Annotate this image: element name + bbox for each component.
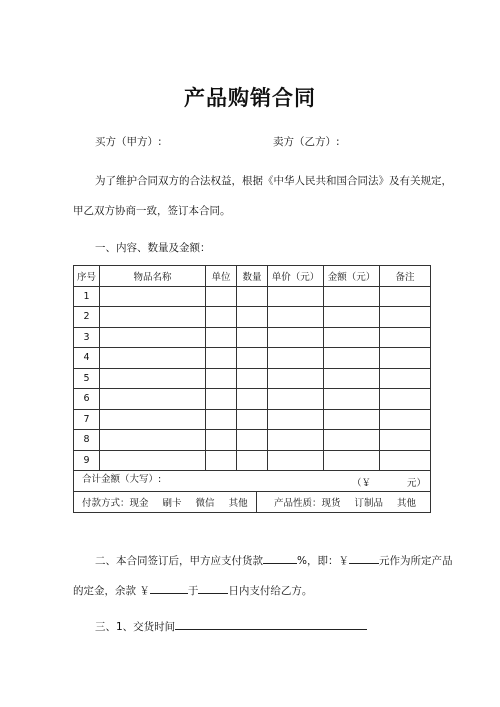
item-cell[interactable] <box>324 389 380 410</box>
section-2-text: 二、本合同签订后，甲方应支付货款 <box>95 555 263 567</box>
item-cell[interactable] <box>206 307 237 328</box>
item-cell[interactable] <box>206 409 237 430</box>
payment-option-other[interactable]: 其他 <box>228 498 248 509</box>
row-number: 9 <box>74 450 100 471</box>
buyer-label: 买方（甲方）: <box>95 136 162 148</box>
item-cell[interactable] <box>100 409 206 430</box>
item-cell[interactable] <box>100 389 206 410</box>
table-row <box>74 327 431 348</box>
item-cell[interactable] <box>268 327 324 348</box>
item-cell[interactable] <box>100 307 206 328</box>
item-cell[interactable] <box>380 348 431 369</box>
item-cell[interactable] <box>380 327 431 348</box>
item-cell[interactable] <box>100 430 206 451</box>
row-number: 6 <box>74 389 100 410</box>
page-title: 产品购销合同 <box>184 86 316 110</box>
row-number: 2 <box>74 307 100 328</box>
product-option-other[interactable]: 其他 <box>396 498 416 509</box>
section-1-title: 一、内容、数量及金额： <box>95 242 211 254</box>
item-cell[interactable] <box>380 286 431 307</box>
total-cell[interactable] <box>74 471 431 492</box>
item-cell[interactable] <box>324 307 380 328</box>
item-cell[interactable] <box>380 389 431 410</box>
item-cell[interactable] <box>324 327 380 348</box>
product-option-in-stock[interactable]: 现货 <box>321 498 341 509</box>
total-label: 合计金额（大写）: <box>82 474 162 485</box>
payment-method-group <box>74 492 257 512</box>
item-cell[interactable] <box>380 430 431 451</box>
item-cell[interactable] <box>206 450 237 471</box>
item-cell[interactable] <box>268 307 324 328</box>
table-row <box>74 430 431 451</box>
header-cell: 单价（元） <box>268 266 324 287</box>
item-cell[interactable] <box>268 430 324 451</box>
intro-line-2: 甲乙双方协商一致，签订本合同。 <box>73 205 231 217</box>
header-cell: 物品名称 <box>100 266 206 287</box>
section-2-text: 元作为所定产品 <box>378 555 453 567</box>
item-cell[interactable] <box>237 307 268 328</box>
item-cell[interactable] <box>206 389 237 410</box>
header-cell: 单位 <box>206 266 237 287</box>
percent-blank[interactable] <box>263 552 297 564</box>
item-cell[interactable] <box>237 409 268 430</box>
row-number: 8 <box>74 430 100 451</box>
item-cell[interactable] <box>268 450 324 471</box>
payment-cell <box>74 492 431 513</box>
item-cell[interactable] <box>100 327 206 348</box>
item-cell[interactable] <box>324 286 380 307</box>
item-cell[interactable] <box>380 409 431 430</box>
section-2-text: 的定金，余款 ￥ <box>73 585 150 597</box>
row-number: 7 <box>74 409 100 430</box>
total-row <box>74 471 431 492</box>
deposit-amount-blank[interactable] <box>349 552 379 564</box>
table-row <box>74 368 431 389</box>
payment-option-wechat[interactable]: 微信 <box>195 498 215 509</box>
item-cell[interactable] <box>324 368 380 389</box>
header-cell: 数量 <box>237 266 268 287</box>
item-cell[interactable] <box>100 368 206 389</box>
section-2-text: 日内支付给乙方。 <box>228 585 313 597</box>
item-cell[interactable] <box>380 368 431 389</box>
item-cell[interactable] <box>237 368 268 389</box>
item-cell[interactable] <box>324 348 380 369</box>
payment-option-cash[interactable]: 现金 <box>129 498 149 509</box>
delivery-time-blank[interactable] <box>175 618 367 630</box>
table-row <box>74 450 431 471</box>
table-row <box>74 409 431 430</box>
item-cell[interactable] <box>324 450 380 471</box>
intro-line-1: 为了维护合同双方的合法权益，根据《中华人民共和国合同法》及有关规定， <box>95 175 452 187</box>
delivery-time-label: 三、1、交货时间 <box>95 621 176 633</box>
balance-amount-blank[interactable] <box>150 582 188 594</box>
item-cell[interactable] <box>237 348 268 369</box>
item-cell[interactable] <box>206 430 237 451</box>
days-blank[interactable] <box>198 582 228 594</box>
item-cell[interactable] <box>206 286 237 307</box>
row-number: 5 <box>74 368 100 389</box>
total-yuan-label: 元） <box>407 478 427 489</box>
section-2-line-2 <box>73 582 312 598</box>
table-row <box>74 348 431 369</box>
section-3-line <box>95 618 367 634</box>
item-cell[interactable] <box>237 389 268 410</box>
item-cell[interactable] <box>268 286 324 307</box>
section-2-line-1 <box>95 552 452 568</box>
item-cell[interactable] <box>268 389 324 410</box>
item-cell[interactable] <box>237 327 268 348</box>
header-cell: 备注 <box>380 266 431 287</box>
row-number: 1 <box>74 286 100 307</box>
item-cell[interactable] <box>237 430 268 451</box>
item-cell[interactable] <box>100 286 206 307</box>
header-cell: 金额（元） <box>324 266 380 287</box>
header-cell: 序号 <box>74 266 100 287</box>
section-2-text: %，即：￥ <box>297 555 349 567</box>
item-cell[interactable] <box>100 348 206 369</box>
section-2-text: 于 <box>187 585 199 597</box>
item-cell[interactable] <box>324 409 380 430</box>
product-nature-label: 产品性质： <box>273 498 322 509</box>
item-cell[interactable] <box>380 450 431 471</box>
payment-option-card[interactable]: 刷卡 <box>162 498 182 509</box>
item-cell[interactable] <box>268 348 324 369</box>
table-row <box>74 307 431 328</box>
item-cell[interactable] <box>268 409 324 430</box>
item-cell[interactable] <box>324 430 380 451</box>
product-nature-group <box>257 495 430 509</box>
payment-method-label: 付款方式： <box>82 498 130 509</box>
table-row <box>74 389 431 410</box>
table-row <box>74 286 431 307</box>
item-cell[interactable] <box>237 286 268 307</box>
items-table <box>73 265 431 513</box>
item-cell[interactable] <box>380 307 431 328</box>
product-option-custom[interactable]: 订制品 <box>354 498 383 509</box>
row-number: 3 <box>74 327 100 348</box>
item-cell[interactable] <box>237 450 268 471</box>
table-header-row <box>74 266 431 287</box>
item-cell[interactable] <box>206 327 237 348</box>
seller-label: 卖方（乙方）: <box>273 136 340 148</box>
payment-row <box>74 492 431 513</box>
total-yen-label: （￥ <box>352 478 372 489</box>
item-cell[interactable] <box>206 348 237 369</box>
item-cell[interactable] <box>100 450 206 471</box>
item-cell[interactable] <box>206 368 237 389</box>
row-number: 4 <box>74 348 100 369</box>
item-cell[interactable] <box>268 368 324 389</box>
